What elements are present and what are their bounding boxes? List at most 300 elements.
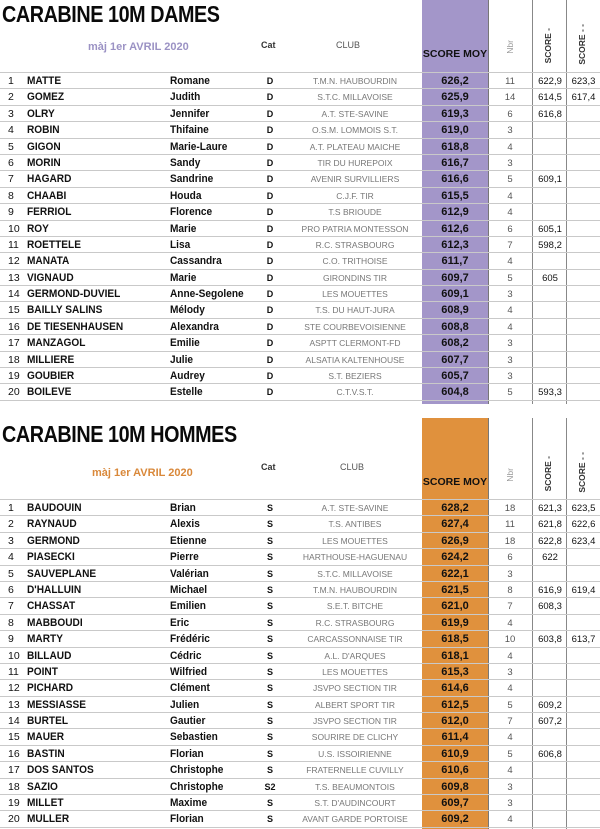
nbr-cell: 3 <box>507 289 513 301</box>
rank-cell: 10 <box>8 649 20 662</box>
category-cell: S <box>266 503 273 513</box>
category-cell: D <box>266 125 274 136</box>
firstname-cell: Jennifer <box>170 107 210 120</box>
table-row <box>0 729 600 745</box>
nbr-cell: 3 <box>507 338 513 350</box>
nbr-cell: 11 <box>505 76 515 87</box>
firstname-cell: Marie-Laure <box>170 140 228 153</box>
club-cell: HARTHOUSE-HAGUENAU <box>302 552 408 563</box>
table-row <box>0 746 600 762</box>
table-row <box>0 648 600 664</box>
score1-cell: 622,8 <box>538 535 562 547</box>
category-cell: S <box>266 798 273 809</box>
table-row <box>0 204 600 220</box>
score-moy-cell: 608,2 <box>441 337 469 350</box>
category-cell: D <box>266 321 274 332</box>
category-cell: D <box>266 371 274 382</box>
rank-cell: 19 <box>8 370 20 383</box>
firstname-cell: Sandy <box>170 156 201 169</box>
score2-cell: 613,7 <box>571 634 596 646</box>
category-cell: D <box>266 207 274 218</box>
nbr-cell: 4 <box>507 305 513 317</box>
lastname-cell: CHAABI <box>27 189 67 202</box>
lastname-cell: GERMOND <box>27 534 80 547</box>
firstname-cell: Christophe <box>170 780 224 793</box>
lastname-cell: HAGARD <box>27 173 72 186</box>
header-cat: Cat <box>261 40 276 50</box>
score-moy-cell: 608,8 <box>441 320 469 333</box>
score-moy-cell: 616,7 <box>441 156 469 169</box>
rank-cell: 13 <box>8 698 20 711</box>
club-cell: A.T. PLATEAU MAICHE <box>309 141 401 152</box>
category-cell: D <box>266 92 274 103</box>
nbr-cell: 4 <box>507 617 513 629</box>
lastname-cell: PICHARD <box>27 682 74 695</box>
section-title: CARABINE 10M HOMMES <box>2 421 237 447</box>
nbr-cell: 3 <box>507 125 513 137</box>
firstname-cell: Alexis <box>170 518 200 531</box>
rank-cell: 15 <box>8 304 20 317</box>
rank-cell: 2 <box>8 91 14 104</box>
score-moy-cell: 612,3 <box>441 238 469 251</box>
rank-cell: 4 <box>8 551 14 564</box>
score1-cell: 616,8 <box>538 108 562 120</box>
table-row <box>0 582 600 598</box>
table-row <box>0 122 600 138</box>
score1-cell: 609,1 <box>538 174 562 186</box>
score-moy-cell: 609,8 <box>441 780 469 793</box>
rank-cell: 16 <box>8 747 20 760</box>
score-moy-cell: 624,2 <box>441 551 469 564</box>
category-cell: S <box>266 601 273 612</box>
score-moy-cell: 618,5 <box>441 633 469 646</box>
table-row <box>0 286 600 302</box>
nbr-cell: 4 <box>507 814 513 826</box>
nbr-cell: 4 <box>507 190 513 202</box>
rank-cell: 6 <box>8 583 14 596</box>
header-nbr: Nbr <box>505 468 515 482</box>
score1-cell: 614,5 <box>538 92 562 104</box>
category-cell: S <box>266 732 273 743</box>
category-cell: S <box>266 814 273 825</box>
lastname-cell: OLRY <box>27 107 55 120</box>
score-moy-cell: 619,9 <box>441 616 469 629</box>
category-cell: S <box>266 683 273 694</box>
table-row <box>0 762 600 778</box>
score1-cell: 598,2 <box>538 239 562 251</box>
club-cell: LES MOUETTES <box>322 535 388 546</box>
rank-cell: 1 <box>8 75 14 87</box>
club-cell: U.S. ISSOIRIENNE <box>318 748 392 759</box>
club-cell: A.T. STE-SAVINE <box>321 503 389 513</box>
category-cell: D <box>266 108 274 119</box>
club-cell: AVENIR SURVILLIERS <box>310 174 400 185</box>
firstname-cell: Florence <box>170 206 213 219</box>
lastname-cell: ROBIN <box>27 124 60 137</box>
club-cell: T.M.N. HAUBOURDIN <box>312 584 398 595</box>
score2-cell: 623,5 <box>571 503 596 514</box>
nbr-cell: 4 <box>507 765 513 777</box>
table-row <box>0 352 600 368</box>
rank-cell: 7 <box>8 600 14 613</box>
score-moy-cell: 610,6 <box>441 764 469 777</box>
lastname-cell: PIASECKI <box>27 551 75 564</box>
club-cell: C.O. TRITHOISE <box>322 256 388 267</box>
firstname-cell: Brian <box>170 502 196 514</box>
table-row <box>0 680 600 696</box>
club-cell: JSVPO SECTION TIR <box>313 683 397 694</box>
firstname-cell: Audrey <box>170 370 205 383</box>
nbr-cell: 4 <box>507 141 513 153</box>
score1-cell: 622,9 <box>538 76 562 87</box>
lastname-cell: GIGON <box>27 140 61 153</box>
section-title: CARABINE 10M DAMES <box>2 1 220 27</box>
nbr-cell: 3 <box>507 781 513 793</box>
lastname-cell: BAILLY SALINS <box>27 304 103 317</box>
category-cell: S <box>266 765 273 776</box>
rank-cell: 14 <box>8 288 20 301</box>
rank-cell: 16 <box>8 320 20 333</box>
rank-cell: 11 <box>8 665 19 678</box>
nbr-cell: 18 <box>504 535 516 547</box>
club-cell: AVANT GARDE PORTOISE <box>302 814 408 825</box>
score-moy-cell: 618,1 <box>441 649 469 662</box>
rank-cell: 1 <box>8 502 14 514</box>
rank-cell: 11 <box>8 238 19 251</box>
nbr-cell: 5 <box>507 174 513 186</box>
lastname-cell: MANZAGOL <box>27 337 86 350</box>
rank-cell: 18 <box>8 353 20 366</box>
section-dames <box>0 0 600 404</box>
lastname-cell: DE TIESENHAUSEN <box>27 320 124 333</box>
nbr-cell: 6 <box>507 223 513 235</box>
club-cell: TIR DU HUREPOIX <box>317 157 393 168</box>
firstname-cell: Clément <box>170 682 210 695</box>
nbr-cell: 8 <box>507 584 513 596</box>
category-cell: D <box>266 338 274 349</box>
score-moy-cell: 609,2 <box>441 813 469 826</box>
lastname-cell: MULLER <box>27 813 70 826</box>
score-moy-cell: 626,2 <box>441 75 469 87</box>
lastname-cell: MARTY <box>27 633 63 646</box>
score1-cell: 609,2 <box>538 699 562 711</box>
club-cell: LES MOUETTES <box>322 666 388 677</box>
category-cell: S <box>266 617 273 628</box>
update-date: màj 1er AVRIL 2020 <box>92 467 193 479</box>
table-row <box>0 253 600 269</box>
score-moy-cell: 615,3 <box>441 665 469 678</box>
club-cell: R.C. STRASBOURG <box>315 239 395 250</box>
category-cell: S <box>266 535 273 546</box>
category-cell: S <box>266 666 273 677</box>
lastname-cell: BOILEVE <box>27 386 72 399</box>
rank-cell: 14 <box>8 715 20 728</box>
score1-cell: 593,3 <box>538 387 562 399</box>
club-cell: S.T. D'AUDINCOURT <box>314 798 396 809</box>
rank-cell: 18 <box>8 780 20 793</box>
table-row <box>0 713 600 729</box>
club-cell: C.J.F. TIR <box>336 190 374 201</box>
firstname-cell: Florian <box>170 747 204 760</box>
firstname-cell: Marie <box>170 222 197 235</box>
club-cell: JSVPO SECTION TIR <box>313 716 397 727</box>
score-moy-cell: 610,9 <box>441 747 469 760</box>
table-row <box>0 139 600 155</box>
header-score2: SCORE - - <box>577 452 587 493</box>
category-cell: S <box>266 584 273 595</box>
category-cell: D <box>266 190 274 201</box>
table-row <box>0 664 600 680</box>
header-score2: SCORE - - <box>577 24 587 65</box>
firstname-cell: Valérian <box>170 567 209 580</box>
score-moy-cell: 609,7 <box>441 271 469 284</box>
score-moy-cell: 611,7 <box>441 255 469 268</box>
rank-cell: 20 <box>8 813 20 826</box>
firstname-cell: Anne-Segolene <box>170 288 244 301</box>
firstname-cell: Christophe <box>170 764 224 777</box>
score-moy-cell: 628,2 <box>441 502 469 514</box>
lastname-cell: SAZIO <box>27 780 58 793</box>
lastname-cell: FERRIOL <box>27 206 72 219</box>
lastname-cell: MESSIASSE <box>27 698 87 711</box>
category-cell: S <box>266 650 273 661</box>
lastname-cell: MAUER <box>27 731 65 744</box>
rank-cell: 12 <box>8 682 20 695</box>
score-moy-cell: 605,7 <box>441 370 469 383</box>
score-moy-cell: 608,9 <box>441 304 469 317</box>
rank-cell: 19 <box>8 797 20 810</box>
score-moy-cell: 618,8 <box>441 140 469 153</box>
club-cell: PRO PATRIA MONTESSON <box>301 223 409 234</box>
table-row <box>0 171 600 187</box>
nbr-cell: 3 <box>507 157 513 169</box>
table-row <box>0 697 600 713</box>
club-cell: GIRONDINS TIR <box>322 272 388 283</box>
firstname-cell: Lisa <box>170 238 191 251</box>
table-row <box>0 319 600 335</box>
table-row <box>0 500 600 516</box>
table-row <box>0 549 600 565</box>
score-moy-cell: 626,9 <box>441 534 469 547</box>
lastname-cell: BURTEL <box>27 715 69 728</box>
rank-cell: 15 <box>8 731 20 744</box>
firstname-cell: Alexandra <box>170 320 219 333</box>
club-cell: A.L. D'ARQUES <box>324 650 386 661</box>
lastname-cell: BILLAUD <box>27 649 72 662</box>
score2-cell: 617,4 <box>571 92 596 104</box>
category-cell: D <box>266 157 274 168</box>
firstname-cell: Gautier <box>170 715 206 728</box>
category-cell: S2 <box>264 781 276 792</box>
score-moy-cell: 621,5 <box>441 583 469 596</box>
score-moy-cell: 621,0 <box>441 600 469 613</box>
table-row <box>0 811 600 827</box>
header-club: CLUB <box>340 462 365 472</box>
table-row <box>0 566 600 582</box>
table-row <box>0 335 600 351</box>
firstname-cell: Pierre <box>170 551 199 564</box>
lastname-cell: ROY <box>27 222 49 235</box>
rank-cell: 13 <box>8 271 20 284</box>
firstname-cell: Julie <box>170 353 194 366</box>
lastname-cell: MORIN <box>27 156 61 169</box>
firstname-cell: Frédéric <box>170 633 210 646</box>
nbr-cell: 5 <box>507 387 513 399</box>
rank-cell: 9 <box>8 633 14 646</box>
club-cell: A.T. STE-SAVINE <box>321 108 389 119</box>
firstname-cell: Romane <box>170 75 210 87</box>
header-score1: SCORE - <box>543 456 553 492</box>
score1-cell: 621,3 <box>538 503 562 514</box>
score-moy-cell: 619,3 <box>441 107 469 120</box>
nbr-cell: 5 <box>507 272 513 284</box>
score1-cell: 616,9 <box>538 584 562 596</box>
score1-cell: 622 <box>542 552 558 564</box>
category-cell: S <box>266 519 273 530</box>
lastname-cell: RAYNAUD <box>27 518 77 531</box>
category-cell: S <box>266 699 273 710</box>
rank-cell: 20 <box>8 386 20 399</box>
nbr-cell: 4 <box>507 732 513 744</box>
score2-cell: 623,3 <box>571 76 596 87</box>
category-cell: D <box>266 289 274 300</box>
club-cell: T.S BRIOUDE <box>328 207 382 218</box>
lastname-cell: MILLIERE <box>27 353 75 366</box>
ranking-table-dames <box>0 72 600 401</box>
update-date: màj 1er AVRIL 2020 <box>88 41 189 53</box>
club-cell: S.T.C. MILLAVOISE <box>317 92 393 103</box>
lastname-cell: ROETTELE <box>27 238 81 251</box>
firstname-cell: Sandrine <box>170 173 214 186</box>
category-cell: S <box>266 552 273 563</box>
nbr-cell: 7 <box>507 601 513 613</box>
nbr-cell: 10 <box>504 634 516 646</box>
score-moy-cell: 612,9 <box>441 206 469 219</box>
category-cell: D <box>266 256 274 267</box>
club-cell: ALBERT SPORT TIR <box>315 699 395 710</box>
club-cell: SOURIRE DE CLICHY <box>311 732 399 743</box>
rank-cell: 5 <box>8 567 14 580</box>
category-cell: S <box>266 634 273 645</box>
lastname-cell: GOUBIER <box>27 370 75 383</box>
lastname-cell: DOS SANTOS <box>27 764 94 777</box>
category-cell: S <box>266 568 273 579</box>
nbr-cell: 6 <box>507 552 513 564</box>
table-row <box>0 221 600 237</box>
score1-cell: 605 <box>542 272 558 284</box>
score2-cell: 622,6 <box>571 519 596 531</box>
table-row <box>0 270 600 286</box>
table-row <box>0 368 600 384</box>
category-cell: D <box>266 239 274 250</box>
score-moy-cell: 607,7 <box>441 353 469 366</box>
lastname-cell: GERMOND-DUVIEL <box>27 288 121 301</box>
header-nbr: Nbr <box>505 40 515 54</box>
club-cell: T.M.N. HAUBOURDIN <box>312 76 398 86</box>
rank-cell: 7 <box>8 173 14 186</box>
header-score-moy: SCORE MOY <box>422 476 488 488</box>
table-row <box>0 516 600 532</box>
lastname-cell: MILLET <box>27 797 64 810</box>
category-cell: D <box>266 305 274 316</box>
nbr-cell: 3 <box>507 666 513 678</box>
score-moy-cell: 616,6 <box>441 173 469 186</box>
table-row <box>0 155 600 171</box>
category-cell: D <box>266 354 274 365</box>
category-cell: D <box>266 174 274 185</box>
firstname-cell: Cédric <box>170 649 202 662</box>
rank-cell: 12 <box>8 255 20 268</box>
nbr-cell: 3 <box>507 798 513 810</box>
table-row <box>0 533 600 549</box>
firstname-cell: Emilien <box>170 600 206 613</box>
nbr-cell: 6 <box>507 108 513 120</box>
rank-cell: 17 <box>8 764 20 777</box>
club-cell: S.T. BEZIERS <box>328 371 382 382</box>
club-cell: LES MOUETTES <box>322 289 388 300</box>
club-cell: S.E.T. BITCHE <box>326 601 384 612</box>
header-cat: Cat <box>261 462 276 472</box>
category-cell: D <box>266 387 274 398</box>
table-row <box>0 795 600 811</box>
score1-cell: 605,1 <box>538 223 562 235</box>
score1-cell: 608,3 <box>538 601 562 613</box>
firstname-cell: Estelle <box>170 386 203 399</box>
club-cell: T.S. BEAUMONTOIS <box>315 781 395 792</box>
score-moy-cell: 622,1 <box>441 567 469 580</box>
nbr-cell: 4 <box>507 321 513 333</box>
club-cell: S.T.C. MILLAVOISE <box>317 568 393 579</box>
nbr-cell: 7 <box>507 239 513 251</box>
table-row <box>0 384 600 400</box>
header-score1: SCORE - <box>543 28 553 64</box>
table-row <box>0 615 600 631</box>
table-row <box>0 237 600 253</box>
firstname-cell: Emilie <box>170 337 200 350</box>
firstname-cell: Houda <box>170 189 202 202</box>
rank-cell: 8 <box>8 189 14 202</box>
rank-cell: 17 <box>8 337 20 350</box>
category-cell: S <box>266 748 273 759</box>
score-moy-cell: 614,6 <box>441 682 469 695</box>
category-cell: D <box>266 76 274 86</box>
club-cell: C.T.V.S.T. <box>336 387 374 398</box>
nbr-cell: 4 <box>507 256 513 268</box>
club-cell: T.S. DU HAUT-JURA <box>315 305 395 316</box>
score-moy-cell: 609,1 <box>441 288 469 301</box>
ranking-table-hommes <box>0 499 600 828</box>
firstname-cell: Thifaine <box>170 124 209 137</box>
firstname-cell: Wilfried <box>170 665 208 678</box>
score1-cell: 607,2 <box>538 716 562 728</box>
score1-cell: 603,8 <box>538 634 562 646</box>
lastname-cell: CHASSAT <box>27 600 76 613</box>
category-cell: D <box>266 141 274 152</box>
nbr-cell: 11 <box>505 519 515 531</box>
club-cell: FRATERNELLE CUVILLY <box>306 765 404 776</box>
lastname-cell: BASTIN <box>27 747 65 760</box>
lastname-cell: VIGNAUD <box>27 271 74 284</box>
nbr-cell: 3 <box>507 371 513 383</box>
header-club: CLUB <box>336 40 361 50</box>
club-cell: ALSATIA KALTENHOUSE <box>305 354 405 365</box>
rank-cell: 8 <box>8 616 14 629</box>
club-cell: O.S.M. LOMMOIS S.T. <box>312 125 398 136</box>
nbr-cell: 5 <box>507 748 513 760</box>
score-moy-cell: 611,4 <box>441 731 469 744</box>
firstname-cell: Cassandra <box>170 255 222 268</box>
nbr-cell: 4 <box>507 650 513 662</box>
